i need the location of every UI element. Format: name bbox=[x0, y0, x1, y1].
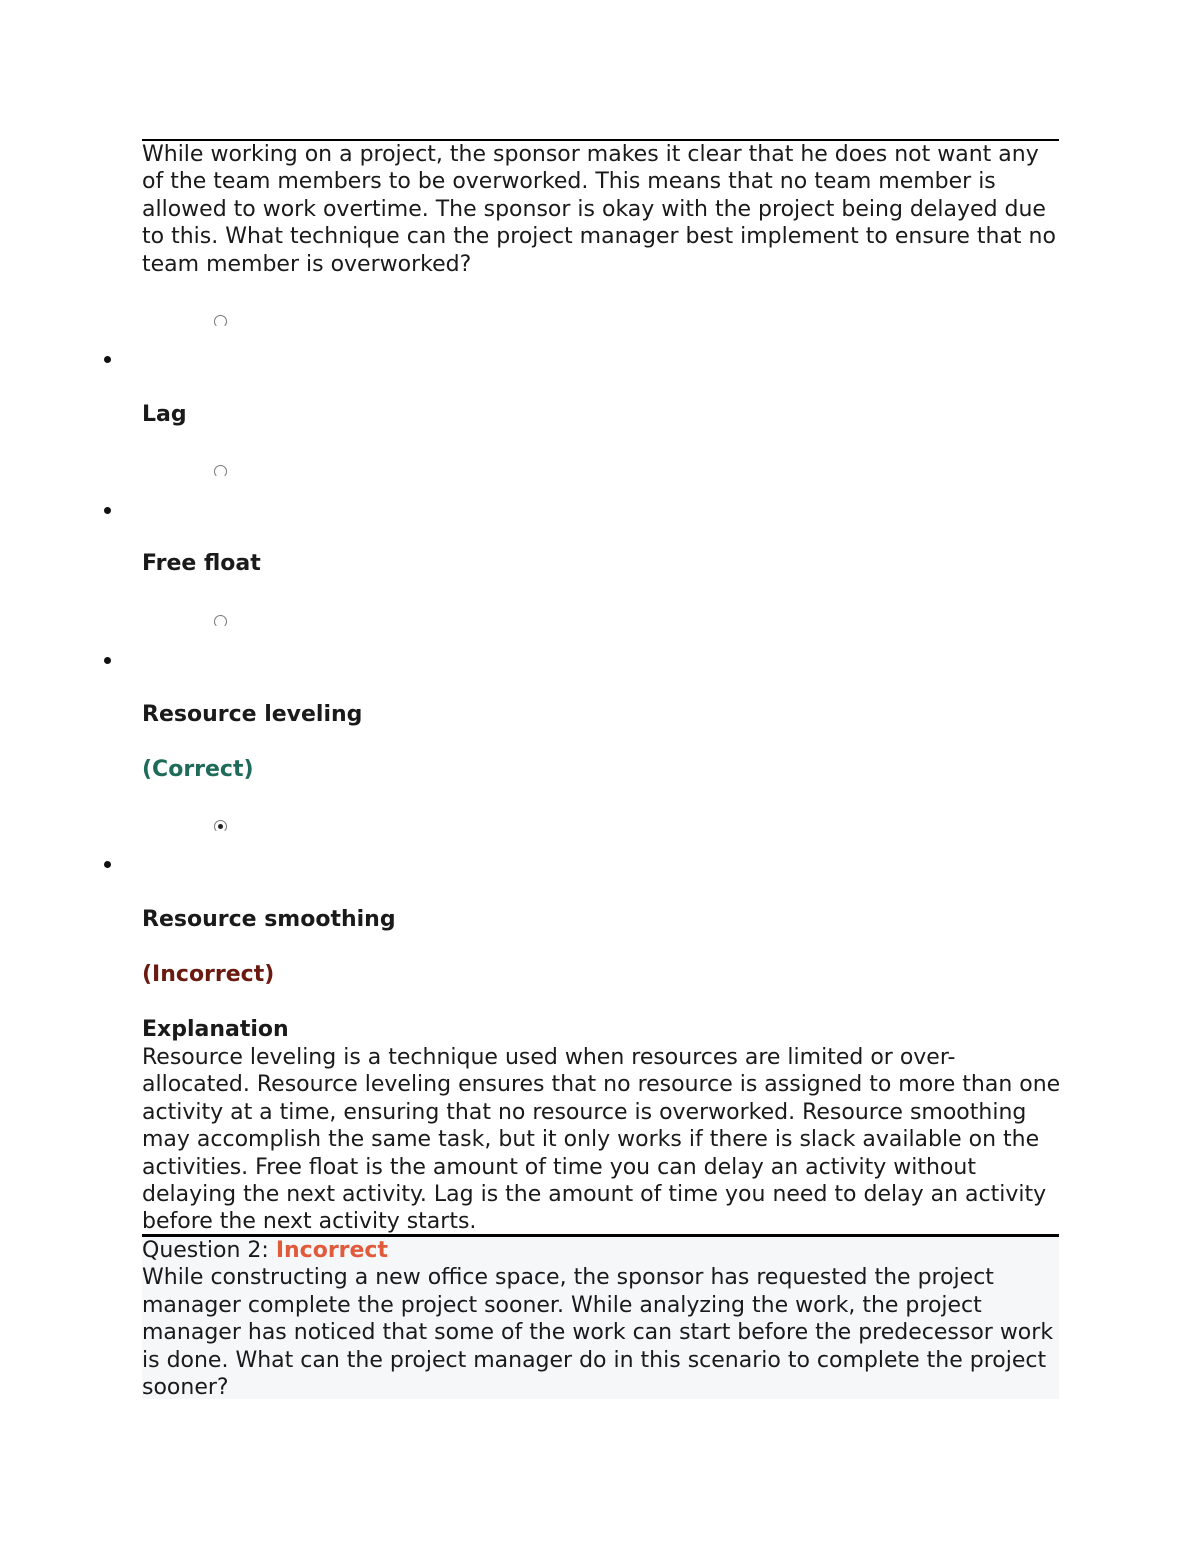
bullet-icon bbox=[104, 507, 111, 514]
option-resource-leveling-label: Resource leveling bbox=[142, 702, 363, 727]
option-lag-radio[interactable] bbox=[214, 315, 227, 328]
bullet-icon bbox=[104, 657, 111, 664]
option-lag-label: Lag bbox=[142, 402, 187, 427]
option-resource-leveling-radio[interactable] bbox=[214, 615, 227, 628]
option-free-float-label: Free float bbox=[142, 551, 261, 576]
option-resource-smoothing-label: Resource smoothing bbox=[142, 907, 396, 932]
question-2-status: Incorrect bbox=[275, 1238, 388, 1263]
question-2-heading bbox=[142, 1237, 1059, 1264]
incorrect-tag: (Incorrect) bbox=[142, 962, 275, 987]
explanation-text: Resource leveling is a technique used when resources are limited or over-allocated. Resource leveling ensures that no resource is assigned to more than one activity at a time, ensuring that no resource is overworked. Resource smoothing may accomplish the same task, but it only works if there is slack available on the activities. Free float is the amount of time you can delay an activity without delaying the next activity. Lag is the amount of time you need to delay an activity before the next activity starts. bbox=[142, 1045, 1061, 1235]
explanation-title: Explanation bbox=[142, 1017, 289, 1042]
question-1-text: While working on a project, the sponsor makes it clear that he does not want any of the team members to be overworked. This means that no team member is allowed to work overtime. The sponsor is okay with the project being delayed due to this. What technique can the project manager best implement to ensure that no team member is overworked? bbox=[142, 142, 1056, 277]
bullet-icon bbox=[104, 356, 111, 363]
option-resource-smoothing-radio[interactable] bbox=[214, 820, 227, 833]
question-2-number: Question 2: bbox=[142, 1238, 269, 1263]
question-2-text: While constructing a new office space, the sponsor has requested the project manager complete the project sooner. While analyzing the work, the project manager has noticed that some of the work can start before the predecessor work is done. What can the project manager do in this scenario to complete the project sooner? bbox=[142, 1265, 1054, 1401]
question-1-block bbox=[142, 139, 1059, 278]
question-2-block bbox=[142, 1237, 1059, 1399]
bullet-icon bbox=[104, 861, 111, 868]
correct-tag: (Correct) bbox=[142, 757, 254, 782]
option-free-float-radio[interactable] bbox=[214, 465, 227, 478]
